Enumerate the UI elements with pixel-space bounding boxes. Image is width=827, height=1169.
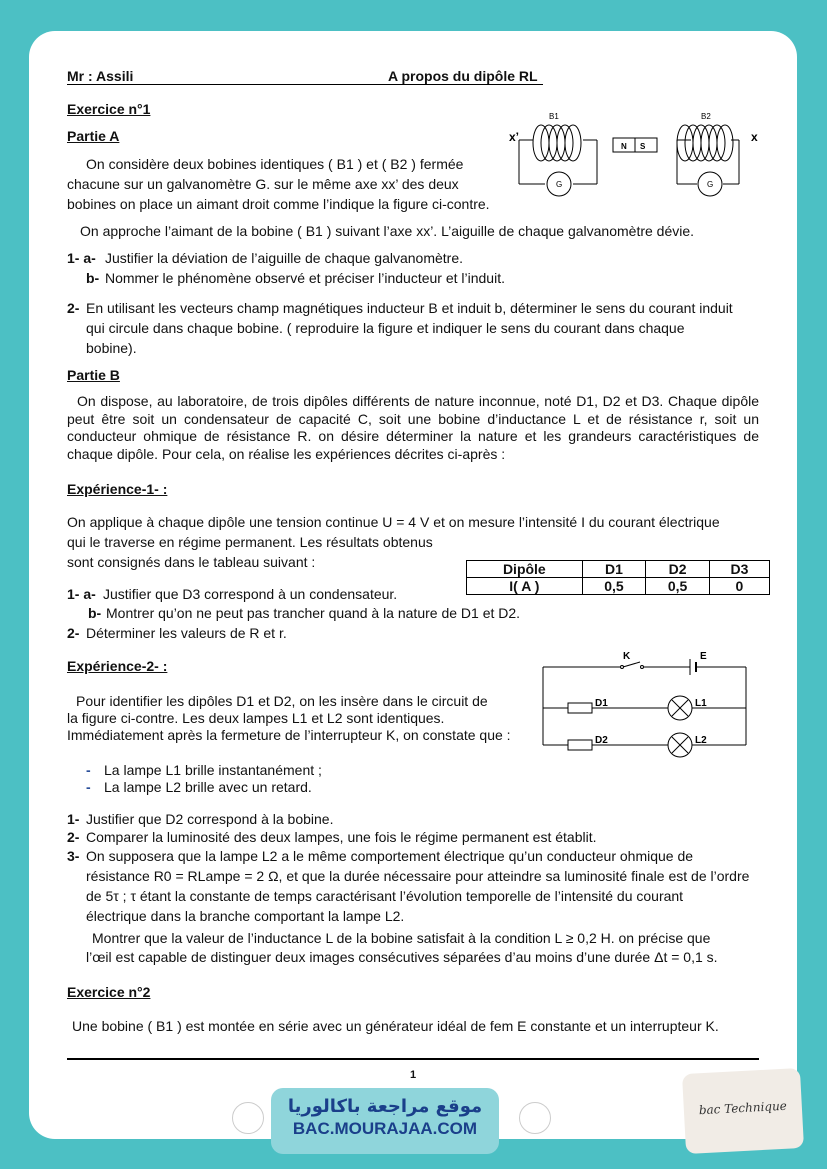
q-x3-line5: Montrer que la valeur de l’inductance L de la bobine satisfait à la condition L ≥ 0,2 H. on précise que bbox=[92, 930, 711, 946]
td-d3: 0 bbox=[709, 578, 769, 595]
q-x3-line1: On supposera que la lampe L2 a le même comportement électrique qu’un conducteur ohmique de bbox=[86, 848, 694, 864]
switch-k-label: K bbox=[623, 651, 631, 662]
label-b1: B1 bbox=[549, 112, 559, 121]
results-table bbox=[466, 560, 770, 595]
td-i: I( A ) bbox=[467, 578, 583, 595]
part-a-text-1: On considère deux bobines identiques ( B1 ) et ( B2 ) fermée bbox=[86, 156, 464, 172]
d2-label: D2 bbox=[595, 735, 608, 746]
page-number: 1 bbox=[410, 1069, 417, 1081]
q-a2-line3: bobine). bbox=[86, 340, 137, 356]
label-b2: B2 bbox=[701, 112, 711, 121]
q-x3-line2: résistance R0 = RLampe = 2 Ω, et que la durée nécessaire pour atteindre sa luminosité finale est de l’ordre bbox=[86, 868, 750, 884]
q-a2-line2: qui circule dans chaque bobine. ( reproduire la figure et indiquer le sens du courant dans chaque bbox=[86, 320, 685, 336]
q-e1a: Justifier que D3 correspond à un condensateur. bbox=[103, 586, 398, 602]
galvanometer-1: G bbox=[556, 180, 563, 189]
exp1-text-2: qui le traverse en régime permanent. Les résultats obtenus bbox=[67, 534, 433, 550]
part-a-text-4: On approche l’aimant de la bobine ( B1 ) suivant l’axe xx’. L’aiguille de chaque galvanomètre dévie. bbox=[80, 223, 695, 239]
d1-label: D1 bbox=[595, 698, 608, 709]
axis-x-prime: x’ bbox=[509, 130, 520, 144]
q-x2: Comparer la luminosité des deux lampes, une fois le régime permanent est établit. bbox=[86, 829, 597, 845]
part-a-title: Partie A bbox=[67, 128, 120, 144]
bullet-1: La lampe L1 brille instantanément ; bbox=[104, 762, 322, 778]
pole-s: S bbox=[640, 142, 646, 151]
site-badge[interactable] bbox=[271, 1088, 499, 1154]
exercise-1-title: Exercice n°1 bbox=[67, 101, 151, 117]
td-d1: 0,5 bbox=[582, 578, 646, 595]
exp1-text-1: On applique à chaque dipôle une tension continue U = 4 V et on mesure l’intensité I du courant électrique bbox=[67, 514, 720, 530]
exp2-text-2: la figure ci-contre. Les deux lampes L1 et L2 sont identiques. bbox=[67, 710, 445, 726]
q-x3-line6: l’œil est capable de distinguer deux images consécutives séparées d’au moins d’une durée Δt = 0,1 s. bbox=[86, 949, 718, 965]
q-a1b: Nommer le phénomène observé et préciser l’inducteur et l’induit. bbox=[105, 270, 505, 286]
author: Mr : Assili bbox=[67, 68, 134, 84]
site-url[interactable]: BAC.MOURAJAA.COM bbox=[292, 1119, 478, 1138]
doc-title: A propos du dipôle RL bbox=[388, 68, 538, 84]
axis-x: x bbox=[751, 130, 758, 144]
l2-label: L2 bbox=[695, 735, 707, 746]
exp2-text-1: Pour identifier les dipôles D1 et D2, on les insère dans le circuit de bbox=[76, 693, 488, 709]
th-d2: D2 bbox=[646, 561, 710, 578]
logo-right-icon bbox=[519, 1102, 551, 1134]
exercise-2-text: Une bobine ( B1 ) est montée en série avec un générateur idéal de fem E constante et un interrupteur K. bbox=[72, 1018, 719, 1034]
exp2-text-3: Immédiatement après la fermeture de l’interrupteur K, on constate que : bbox=[67, 727, 511, 743]
pole-n: N bbox=[621, 142, 627, 151]
circuit-figure bbox=[540, 645, 760, 765]
part-a-text-2: chacune sur un galvanomètre G. sur le même axe xx’ des deux bbox=[67, 176, 459, 192]
part-b-title: Partie B bbox=[67, 367, 120, 383]
logo-text: bac Technique bbox=[698, 1098, 788, 1118]
th-dipole: Dipôle bbox=[467, 561, 583, 578]
bullet-2: La lampe L2 brille avec un retard. bbox=[104, 779, 312, 795]
exp1-text-3: sont consignés dans le tableau suivant : bbox=[67, 554, 316, 570]
l1-label: L1 bbox=[695, 698, 707, 709]
magnet-coils-figure bbox=[505, 108, 765, 198]
site-arabic: موقع مراجعة باكالوريا bbox=[287, 1096, 483, 1117]
logo-left-icon bbox=[232, 1102, 264, 1134]
part-a-text-3: bobines on place un aimant droit comme l’indique la figure ci-contre. bbox=[67, 196, 490, 212]
footer-rule bbox=[67, 1058, 759, 1060]
q-a2-line1: En utilisant les vecteurs champ magnétiques inducteur B et induit b, déterminer le sens du courant induit bbox=[86, 300, 733, 316]
exercise-2-title: Exercice n°2 bbox=[67, 984, 151, 1000]
q-e1b: Montrer qu’on ne peut pas trancher quand à la nature de D1 et D2. bbox=[106, 605, 521, 621]
q-a1a: Justifier la déviation de l’aiguille de chaque galvanomètre. bbox=[105, 250, 463, 266]
exp1-title: Expérience-1- : bbox=[67, 481, 168, 497]
generator-e-label: E bbox=[700, 651, 707, 662]
q-e2: Déterminer les valeurs de R et r. bbox=[86, 625, 287, 641]
td-d2: 0,5 bbox=[646, 578, 710, 595]
part-b-text: On dispose, au laboratoire, de trois dipôles différents de nature inconnue, noté D1, D2 et D3. Chaque dipôle peut être soit un condensateur de capacité C, soit une bobine d’inductance L et de résistance r, soit un conducteur ohmique de résistance R. on désire déterminer la nature et les grandeurs caractéristiques de chaque dipôle. Pour cela, on réalise les expériences décrites ci-après : bbox=[67, 393, 759, 462]
exp2-title: Expérience-2- : bbox=[67, 658, 168, 674]
q-x3-line3: de 5τ ; τ étant la constante de temps caractérisant l’évolution temporelle de l’intensité du courant bbox=[86, 888, 684, 904]
q-x1: Justifier que D2 correspond à la bobine. bbox=[86, 811, 334, 827]
galvanometer-2: G bbox=[707, 180, 714, 189]
th-d1: D1 bbox=[582, 561, 646, 578]
q-x3-line4: électrique dans la branche comportant la lampe L2. bbox=[86, 908, 405, 924]
bac-technique-logo bbox=[682, 1068, 804, 1154]
th-d3: D3 bbox=[709, 561, 769, 578]
